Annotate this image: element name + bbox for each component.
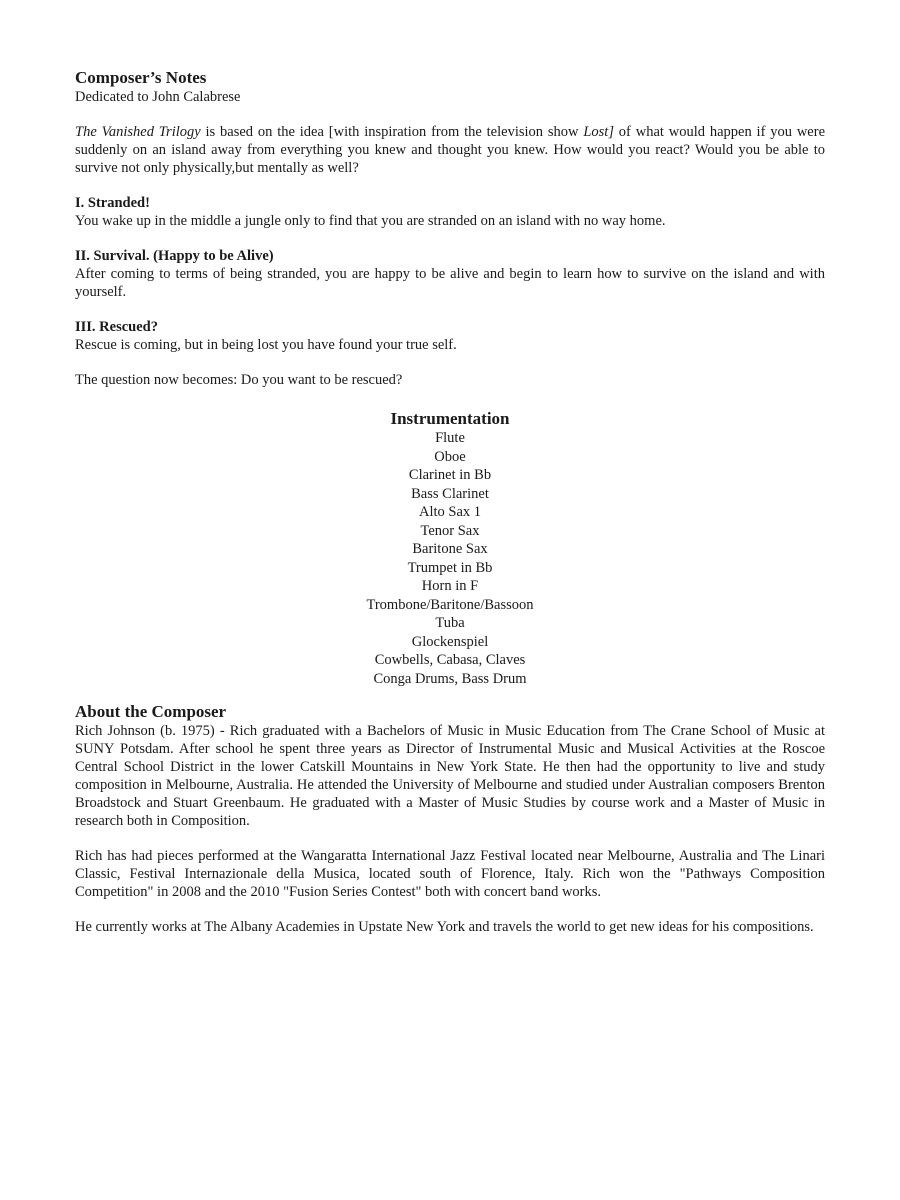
instrument-item: Baritone Sax bbox=[412, 541, 488, 557]
instrument-item: Flute bbox=[435, 430, 465, 446]
movement-heading: III. Rescued? bbox=[75, 319, 158, 335]
instrument-item: Conga Drums, Bass Drum bbox=[373, 670, 527, 687]
movement-section bbox=[75, 247, 825, 301]
work-title: The Vanished Trilogy bbox=[75, 124, 201, 140]
instrument-item: Trumpet in Bb bbox=[407, 559, 493, 576]
movement-text: Rescue is coming, but in being lost you have found your true self. bbox=[75, 337, 457, 353]
instrument-item: Trombone/Baritone/Bassoon bbox=[366, 596, 534, 613]
intro-paragraph bbox=[75, 123, 825, 177]
movement-text: After coming to terms of being stranded, you are happy to be alive and begin to learn how to survive on the island and with yourself. bbox=[75, 266, 825, 300]
instrument-item: Glockenspiel bbox=[411, 633, 489, 650]
instrument-item: Cowbells, Cabasa, Claves bbox=[374, 652, 526, 668]
about-paragraph: Rich Johnson (b. 1975) - Rich graduated with a Bachelors of Music in Music Education from The Crane School of Music at SUNY Potsdam. After school he spent three years as Director of Instrumental Music and Musical Activities at the Roscoe Central School District in the lower Catskill Mountains in New York State. He then had the opportunity to live and study composition in Melbourne, Australia. He attended the University of Melbourne and studied under Australian composers Brenton Broadstock and Stuart Greenbaum. He graduated with a Master of Music Studies by course work and a Master of Music in research both in Composition. bbox=[75, 723, 825, 829]
instrument-item: Tuba bbox=[435, 615, 465, 631]
about-paragraph: Rich has had pieces performed at the Wangaratta International Jazz Festival located near Melbourne, Australia and The Linari Classic, Festival Internazionale della Musica, located south of Florence, Italy. Rich won the "Pathways Composition Competition" in 2008 and the 2010 "Fusion Series Contest" both with concert band works. bbox=[75, 848, 825, 900]
closing-question: The question now becomes: Do you want to be rescued? bbox=[75, 372, 403, 388]
about-paragraph: He currently works at The Albany Academies in Upstate New York and travels the world to get new ideas for his compositions. bbox=[75, 919, 814, 935]
document-page bbox=[75, 68, 825, 936]
instrument-item: Alto Sax 1 bbox=[418, 504, 482, 520]
instrumentation-block bbox=[75, 409, 825, 688]
movement-heading: II. Survival. (Happy to be Alive) bbox=[75, 248, 274, 264]
instrument-item: Oboe bbox=[434, 448, 466, 465]
instrument-item: Horn in F bbox=[421, 578, 479, 594]
composers-notes-title: Composer’s Notes bbox=[75, 68, 207, 87]
show-title: Lost] bbox=[583, 124, 614, 140]
intro-text-b: of what would happen if you were suddenly on an island away from everything you knew and thought you knew. How would you react? Would you be able to survive not only physically,but mentally as well? bbox=[75, 124, 825, 176]
movement-section bbox=[75, 194, 825, 230]
dedication: Dedicated to John Calabrese bbox=[75, 89, 241, 105]
instrumentation-title: Instrumentation bbox=[390, 409, 510, 428]
instrument-item: Tenor Sax bbox=[420, 522, 480, 539]
movement-heading: I. Stranded! bbox=[75, 195, 150, 211]
instrument-item: Clarinet in Bb bbox=[408, 467, 492, 483]
movement-section bbox=[75, 318, 825, 354]
instrument-item: Bass Clarinet bbox=[411, 485, 489, 502]
movement-text: You wake up in the middle a jungle only to find that you are stranded on an island with no way home. bbox=[75, 213, 666, 229]
intro-text-a: is based on the idea [with inspiration from the television show bbox=[200, 124, 584, 140]
about-composer-title: About the Composer bbox=[75, 702, 227, 721]
